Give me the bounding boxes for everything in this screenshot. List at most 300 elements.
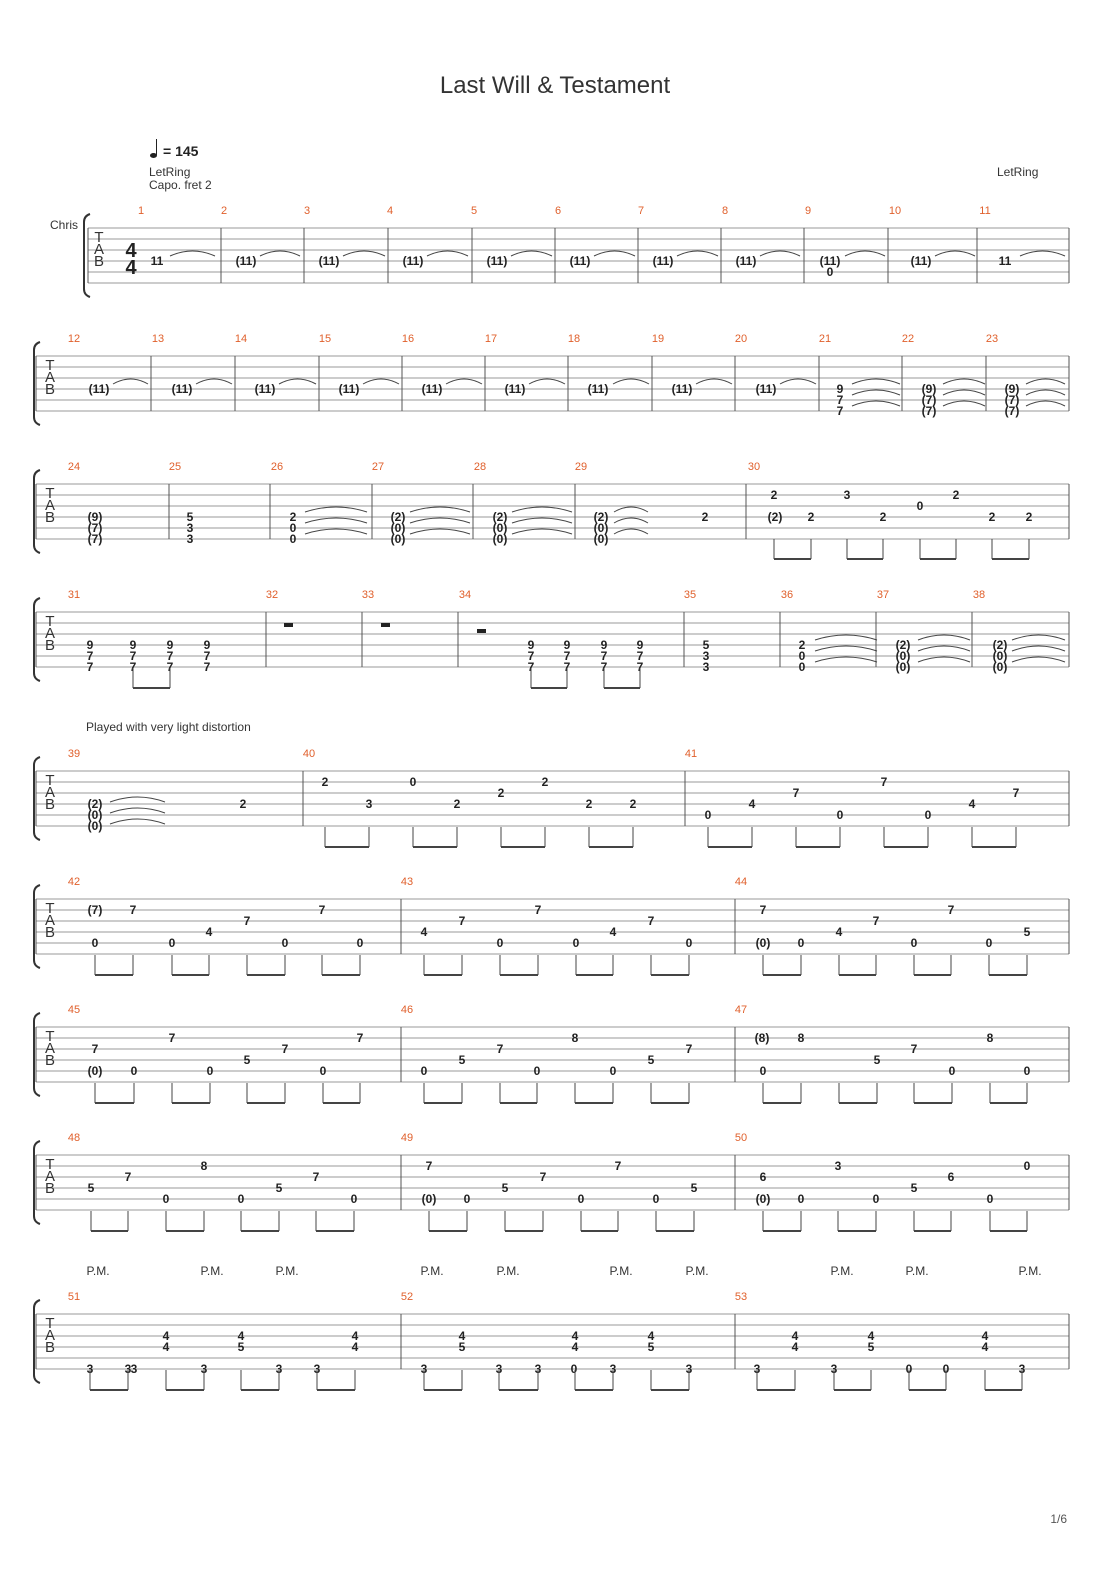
fret-number: 9	[636, 638, 644, 652]
fret-number: 0	[797, 936, 805, 950]
measure-number: 40	[302, 748, 316, 760]
fret-number: 7	[600, 660, 608, 674]
fret-number: 3	[834, 1159, 842, 1173]
fret-number: 9	[203, 638, 211, 652]
measure-number: 33	[361, 589, 375, 601]
fret-number: 3	[685, 1362, 693, 1376]
fret-number: 11	[150, 254, 164, 268]
fret-number: 4	[162, 1329, 170, 1343]
palm-mute-marker: P.M.	[275, 1264, 299, 1278]
fret-number: 7	[203, 649, 211, 663]
fret-number: 0	[942, 1362, 950, 1376]
fret-number: 9	[836, 382, 844, 396]
fret-number: (11)	[318, 254, 340, 268]
fret-number: 4	[162, 1340, 170, 1354]
measure-number: 5	[470, 205, 478, 217]
fret-number: 7	[129, 903, 137, 917]
fret-number: 3	[124, 1362, 132, 1376]
fret-number: (0)	[992, 660, 1008, 674]
fret-number: (2)	[593, 510, 609, 524]
fret-number: 5	[690, 1181, 698, 1195]
fret-number: 4	[835, 925, 843, 939]
measure-number: 2	[220, 205, 228, 217]
tie-arc	[110, 797, 165, 802]
fret-number: 7	[947, 903, 955, 917]
tab-letter: T	[45, 1315, 55, 1332]
fret-number: 8	[571, 1031, 579, 1045]
tie-arc	[1012, 635, 1065, 640]
tie-arc	[943, 379, 985, 384]
fret-number: 7	[836, 393, 844, 407]
fret-number: (11)	[421, 382, 443, 396]
fret-number: (7)	[87, 903, 103, 917]
fret-number: 7	[86, 649, 94, 663]
fret-number: 4	[609, 925, 617, 939]
palm-mute-marker: P.M.	[86, 1264, 110, 1278]
fret-number: (0)	[895, 649, 911, 663]
tab-letter: A	[44, 497, 56, 514]
fret-number: 3	[130, 1362, 138, 1376]
track-name: Chris	[50, 218, 79, 232]
fret-number: 7	[168, 1031, 176, 1045]
tie-arc	[1020, 251, 1065, 256]
fret-number: 4	[420, 925, 428, 939]
fret-number: (11)	[569, 254, 591, 268]
fret-number: 8	[200, 1159, 208, 1173]
fret-number: 7	[166, 649, 174, 663]
fret-number: 0	[350, 1192, 358, 1206]
tie-arc	[815, 635, 877, 640]
fret-number: 0	[281, 936, 289, 950]
fret-number: 7	[1012, 786, 1020, 800]
measure-number: 38	[972, 589, 986, 601]
tab-letter: B	[44, 381, 56, 398]
fret-number: 7	[527, 660, 535, 674]
fret-number: 3	[313, 1362, 321, 1376]
fret-number: 0	[409, 775, 417, 789]
time-signature-bottom: 4	[125, 257, 137, 279]
fret-number: 7	[600, 649, 608, 663]
tab-letter: A	[44, 1168, 56, 1185]
fret-number: 5	[243, 1053, 251, 1067]
tie-arc	[1012, 657, 1065, 662]
fret-number: 9	[563, 638, 571, 652]
system-bracket	[84, 214, 90, 297]
tie-arc	[918, 635, 970, 640]
fret-number: (0)	[390, 532, 406, 546]
fret-number: 7	[685, 1042, 693, 1056]
tie-arc	[512, 507, 572, 512]
fret-number: 2	[289, 510, 297, 524]
tie-arc	[427, 251, 468, 256]
fret-number: (7)	[87, 521, 103, 535]
fret-number: 7	[836, 404, 844, 418]
fret-number: 5	[458, 1053, 466, 1067]
fret-number: 7	[563, 660, 571, 674]
fret-number: 7	[910, 1042, 918, 1056]
fret-number: 0	[798, 660, 806, 674]
fret-number: (0)	[87, 819, 103, 833]
measure-number: 23	[985, 333, 999, 345]
measure-number: 51	[67, 1291, 81, 1303]
fret-number: (11)	[88, 382, 110, 396]
measure-number: 44	[734, 876, 748, 888]
measure-number: 6	[554, 205, 562, 217]
tie-arc	[110, 819, 165, 824]
fret-number: (11)	[235, 254, 257, 268]
tab-letter: A	[44, 912, 56, 929]
system-bracket	[34, 598, 40, 681]
fret-number: 7	[124, 1170, 132, 1184]
fret-number: 7	[129, 649, 137, 663]
fret-number: 3	[830, 1362, 838, 1376]
tie-arc	[305, 518, 367, 523]
fret-number: 2	[497, 786, 505, 800]
fret-number: 8	[986, 1031, 994, 1045]
fret-number: 6	[759, 1170, 767, 1184]
fret-number: 5	[867, 1340, 875, 1354]
fret-number: 2	[585, 797, 593, 811]
fret-number: 4	[981, 1329, 989, 1343]
measure-number: 45	[67, 1004, 81, 1016]
fret-number: 7	[636, 660, 644, 674]
tempo-prefix: =	[163, 143, 176, 159]
fret-number: (7)	[1004, 393, 1020, 407]
fret-number: 0	[289, 521, 297, 535]
fret-number: 4	[791, 1340, 799, 1354]
fret-number: (2)	[87, 797, 103, 811]
fret-number: 2	[239, 797, 247, 811]
fret-number: (11)	[671, 382, 693, 396]
fret-number: 2	[770, 488, 778, 502]
fret-number: 3	[843, 488, 851, 502]
measure-number: 26	[270, 461, 284, 473]
fret-number: (9)	[1004, 382, 1020, 396]
fret-number: 7	[243, 914, 251, 928]
measure-number: 47	[734, 1004, 748, 1016]
system-bracket	[34, 342, 40, 425]
fret-number: (0)	[87, 808, 103, 822]
fret-number: 0	[948, 1064, 956, 1078]
palm-mute-marker: P.M.	[496, 1264, 520, 1278]
fret-number: 4	[981, 1340, 989, 1354]
fret-number: 4	[791, 1329, 799, 1343]
palm-mute-marker: P.M.	[905, 1264, 929, 1278]
fret-number: 0	[872, 1192, 880, 1206]
fret-number: 7	[91, 1042, 99, 1056]
tab-letter: B	[44, 637, 56, 654]
tie-arc	[614, 507, 648, 512]
measure-number: 52	[400, 1291, 414, 1303]
fret-number: 5	[186, 510, 194, 524]
system-bracket	[34, 757, 40, 840]
fret-number: (8)	[754, 1031, 770, 1045]
tab-letter: B	[93, 253, 105, 270]
fret-number: 0	[652, 1192, 660, 1206]
rest-mark	[381, 623, 390, 627]
fret-number: 2	[541, 775, 549, 789]
tie-arc	[260, 251, 300, 256]
palm-mute-marker: P.M.	[420, 1264, 444, 1278]
fret-number: (9)	[87, 510, 103, 524]
fret-number: 7	[636, 649, 644, 663]
measure-number: 32	[265, 589, 279, 601]
fret-number: 7	[281, 1042, 289, 1056]
fret-number: (11)	[652, 254, 674, 268]
fret-number: 0	[319, 1064, 327, 1078]
fret-number: 4	[351, 1340, 359, 1354]
tie-arc	[113, 379, 148, 384]
fret-number: 7	[425, 1159, 433, 1173]
tie-arc	[614, 529, 648, 534]
fret-number: 4	[458, 1329, 466, 1343]
tie-arc	[1012, 646, 1065, 651]
system-bracket	[34, 1300, 40, 1383]
fret-number: (2)	[895, 638, 911, 652]
fret-number: 9	[86, 638, 94, 652]
fret-number: 7	[318, 903, 326, 917]
fret-number: 0	[206, 1064, 214, 1078]
measure-number: 37	[876, 589, 890, 601]
fret-number: 3	[186, 521, 194, 535]
measure-number: 39	[67, 748, 81, 760]
tie-arc	[279, 379, 316, 384]
fret-number: 0	[826, 265, 834, 279]
fret-number: 4	[748, 797, 756, 811]
measure-number: 27	[371, 461, 385, 473]
measure-number: 8	[721, 205, 729, 217]
fret-number: 3	[275, 1362, 283, 1376]
measure-number: 20	[734, 333, 748, 345]
fret-number: 7	[496, 1042, 504, 1056]
tab-letter: A	[44, 784, 56, 801]
tab-letter: A	[44, 1040, 56, 1057]
fret-number: (11)	[254, 382, 276, 396]
measure-number: 12	[67, 333, 81, 345]
tempo-bpm: 145	[175, 143, 199, 159]
measure-number: 18	[567, 333, 581, 345]
fret-number: (11)	[171, 382, 193, 396]
fret-number: 2	[629, 797, 637, 811]
fret-number: (9)	[921, 382, 937, 396]
fret-number: 2	[952, 488, 960, 502]
fret-number: 0	[910, 936, 918, 950]
measure-number: 43	[400, 876, 414, 888]
fret-number: (11)	[910, 254, 932, 268]
fret-number: 5	[237, 1340, 245, 1354]
tie-arc	[845, 251, 885, 256]
measure-number: 22	[901, 333, 915, 345]
let-ring-label: LetRing	[149, 165, 191, 179]
tab-letter: B	[44, 1052, 56, 1069]
tie-arc	[780, 379, 816, 384]
fret-number: 7	[792, 786, 800, 800]
fret-number: 0	[289, 532, 297, 546]
fret-number: 0	[496, 936, 504, 950]
fret-number: 5	[501, 1181, 509, 1195]
palm-mute-marker: P.M.	[1018, 1264, 1042, 1278]
fret-number: (2)	[992, 638, 1008, 652]
measure-number: 48	[67, 1132, 81, 1144]
fret-number: 6	[947, 1170, 955, 1184]
measure-number: 34	[458, 589, 472, 601]
fret-number: 0	[986, 1192, 994, 1206]
tab-letter: A	[44, 625, 56, 642]
tab-letter: A	[44, 369, 56, 386]
tie-arc	[1026, 390, 1065, 395]
tie-arc	[1026, 401, 1065, 406]
measure-number: 49	[400, 1132, 414, 1144]
fret-number: 0	[704, 808, 712, 822]
fret-number: (0)	[593, 521, 609, 535]
fret-number: 5	[275, 1181, 283, 1195]
fret-number: (0)	[492, 532, 508, 546]
measure-number: 42	[67, 876, 81, 888]
let-ring-label-right: LetRing	[997, 165, 1039, 179]
fret-number: 7	[129, 660, 137, 674]
tab-letter: T	[45, 357, 55, 374]
tie-arc	[696, 379, 732, 384]
palm-mute-marker: P.M.	[830, 1264, 854, 1278]
tie-arc	[760, 251, 800, 256]
fret-number: (11)	[486, 254, 508, 268]
fret-number: 7	[872, 914, 880, 928]
tie-arc	[363, 379, 399, 384]
tie-arc	[410, 518, 470, 523]
palm-mute-marker: P.M.	[200, 1264, 224, 1278]
fret-number: 5	[702, 638, 710, 652]
fret-number: 0	[168, 936, 176, 950]
measure-number: 35	[683, 589, 697, 601]
fret-number: 3	[609, 1362, 617, 1376]
tab-letter: B	[44, 924, 56, 941]
tie-arc	[852, 390, 900, 395]
tie-arc	[677, 251, 718, 256]
measure-number: 30	[747, 461, 761, 473]
tab-letter: B	[44, 796, 56, 813]
fret-number: (0)	[895, 660, 911, 674]
fret-number: 0	[130, 1064, 138, 1078]
tie-arc	[511, 251, 552, 256]
fret-number: 7	[527, 649, 535, 663]
fret-number: 0	[1023, 1159, 1031, 1173]
fret-number: 7	[86, 660, 94, 674]
tie-arc	[852, 379, 900, 384]
fret-number: 7	[880, 775, 888, 789]
tab-letter: T	[45, 772, 55, 789]
measure-number: 25	[168, 461, 182, 473]
palm-mute-marker: P.M.	[685, 1264, 709, 1278]
fret-number: 3	[186, 532, 194, 546]
fret-number: 2	[807, 510, 815, 524]
fret-number: 0	[924, 808, 932, 822]
fret-number: (7)	[1004, 404, 1020, 418]
fret-number: 0	[570, 1362, 578, 1376]
measure-number: 10	[888, 205, 902, 217]
fret-number: 2	[701, 510, 709, 524]
measure-number: 16	[401, 333, 415, 345]
fret-number: 3	[495, 1362, 503, 1376]
measure-number: 24	[67, 461, 81, 473]
fret-number: 5	[1023, 925, 1031, 939]
tie-arc	[305, 507, 367, 512]
rest-mark	[284, 623, 293, 627]
fret-number: 0	[685, 936, 693, 950]
fret-number: 0	[759, 1064, 767, 1078]
distortion-note: Played with very light distortion	[86, 720, 251, 734]
time-signature-top: 4	[125, 240, 137, 262]
tie-arc	[110, 808, 165, 813]
fret-number: 5	[647, 1340, 655, 1354]
fret-number: (11)	[735, 254, 757, 268]
fret-number: 2	[879, 510, 887, 524]
measure-number: 7	[637, 205, 645, 217]
tie-arc	[918, 646, 970, 651]
fret-number: 9	[527, 638, 535, 652]
fret-number: 0	[162, 1192, 170, 1206]
tie-arc	[935, 251, 975, 256]
measure-number: 11	[979, 205, 991, 217]
tie-arc	[918, 657, 970, 662]
measure-number: 21	[818, 333, 832, 345]
fret-number: 2	[988, 510, 996, 524]
fret-number: (0)	[755, 936, 771, 950]
fret-number: 0	[533, 1064, 541, 1078]
fret-number: (2)	[767, 510, 783, 524]
tab-letter: B	[44, 1180, 56, 1197]
fret-number: 8	[797, 1031, 805, 1045]
system-bracket	[34, 1013, 40, 1096]
fret-number: 0	[798, 649, 806, 663]
tie-arc	[943, 390, 985, 395]
measure-number: 28	[473, 461, 487, 473]
fret-number: 0	[985, 936, 993, 950]
fret-number: 3	[200, 1362, 208, 1376]
fret-number: 7	[563, 649, 571, 663]
fret-number: 3	[1018, 1362, 1026, 1376]
fret-number: (0)	[87, 1064, 103, 1078]
fret-number: 2	[798, 638, 806, 652]
fret-number: 4	[867, 1329, 875, 1343]
measure-number: 9	[804, 205, 812, 217]
fret-number: 7	[166, 660, 174, 674]
fret-number: (0)	[755, 1192, 771, 1206]
fret-number: 0	[420, 1064, 428, 1078]
tab-letter: T	[45, 1156, 55, 1173]
fret-number: (11)	[819, 254, 841, 268]
tab-letter: B	[44, 509, 56, 526]
tie-arc	[594, 251, 635, 256]
fret-number: (0)	[390, 521, 406, 535]
tab-letter: T	[45, 900, 55, 917]
fret-number: 3	[702, 660, 710, 674]
fret-number: 7	[539, 1170, 547, 1184]
fret-number: 4	[205, 925, 213, 939]
fret-number: 7	[759, 903, 767, 917]
tie-arc	[343, 251, 385, 256]
fret-number: (7)	[921, 393, 937, 407]
fret-number: (2)	[492, 510, 508, 524]
measure-number: 17	[484, 333, 498, 345]
tab-letter: A	[44, 1327, 56, 1344]
fret-number: 3	[753, 1362, 761, 1376]
fret-number: (11)	[587, 382, 609, 396]
fret-number: 5	[458, 1340, 466, 1354]
fret-number: 0	[356, 936, 364, 950]
fret-number: 0	[91, 936, 99, 950]
fret-number: 7	[647, 914, 655, 928]
fret-number: 7	[356, 1031, 364, 1045]
